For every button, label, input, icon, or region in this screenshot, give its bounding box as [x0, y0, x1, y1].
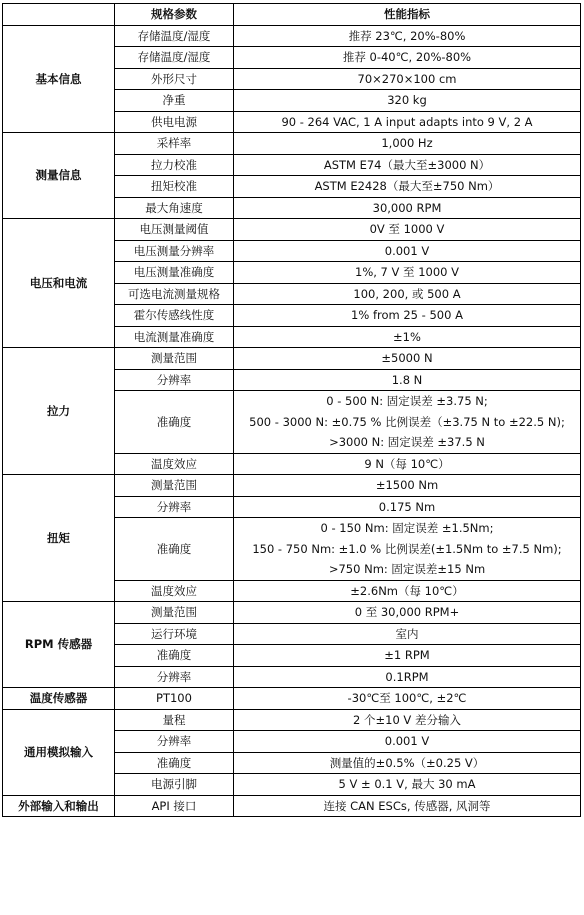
param-cell: 分辨率: [115, 731, 234, 753]
header-blank: [3, 4, 115, 26]
param-cell: 外形尺寸: [115, 68, 234, 90]
param-cell: 采样率: [115, 133, 234, 155]
param-cell: 霍尔传感线性度: [115, 305, 234, 327]
value-cell: 0.1RPM: [234, 666, 581, 688]
value-cell: ASTM E2428（最大至±750 Nm）: [234, 176, 581, 198]
param-cell: 测量范围: [115, 475, 234, 497]
param-cell: 测量范围: [115, 602, 234, 624]
category-cell: 拉力: [3, 348, 115, 475]
category-cell: 测量信息: [3, 133, 115, 219]
header-spec: 性能指标: [234, 4, 581, 26]
param-cell: 测量范围: [115, 348, 234, 370]
value-cell: 0.001 V: [234, 240, 581, 262]
param-cell: 分辨率: [115, 369, 234, 391]
param-cell: 运行环境: [115, 623, 234, 645]
param-cell: 拉力校准: [115, 154, 234, 176]
value-cell: ±1 RPM: [234, 645, 581, 667]
value-cell: 推荐 0-40℃, 20%-80%: [234, 47, 581, 69]
value-cell: 0.175 Nm: [234, 496, 581, 518]
value-cell: 0.001 V: [234, 731, 581, 753]
value-cell: 测量值的±0.5%（±0.25 V）: [234, 752, 581, 774]
table-row: [3, 602, 581, 624]
header-param: 规格参数: [115, 4, 234, 26]
param-cell: 电压测量阈值: [115, 219, 234, 241]
param-cell: 电源引脚: [115, 774, 234, 796]
value-cell: 0 - 150 Nm: 固定误差 ±1.5Nm; 150 - 750 Nm: ±1.0 % 比例误差(±1.5Nm to ±7.5 Nm); >750 Nm: 固定误差±15 Nm: [234, 518, 581, 581]
value-cell: 0 - 500 N: 固定误差 ±3.75 N; 500 - 3000 N: ±0.75 % 比例误差（±3.75 N to ±22.5 N); >3000 N: 固定误差 ±37.5 N: [234, 391, 581, 454]
value-cell: 推荐 23℃, 20%-80%: [234, 25, 581, 47]
spec-body: [3, 25, 581, 817]
param-cell: 存储温度/湿度: [115, 25, 234, 47]
value-cell: ±2.6Nm（每 10℃）: [234, 580, 581, 602]
table-row: [3, 475, 581, 497]
param-cell: 供电电源: [115, 111, 234, 133]
value-cell: 5 V ± 0.1 V, 最大 30 mA: [234, 774, 581, 796]
category-cell: 通用模拟输入: [3, 709, 115, 795]
value-cell: 室内: [234, 623, 581, 645]
value-cell: 连接 CAN ESCs, 传感器, 风洞等: [234, 795, 581, 817]
param-cell: 温度效应: [115, 580, 234, 602]
param-cell: 存储温度/湿度: [115, 47, 234, 69]
value-cell: 1%, 7 V 至 1000 V: [234, 262, 581, 284]
param-cell: 净重: [115, 90, 234, 112]
param-cell: 可选电流测量规格: [115, 283, 234, 305]
param-cell: 电压测量准确度: [115, 262, 234, 284]
param-cell: 电压测量分辨率: [115, 240, 234, 262]
value-cell: ±5000 N: [234, 348, 581, 370]
param-cell: 量程: [115, 709, 234, 731]
param-cell: API 接口: [115, 795, 234, 817]
value-cell: 1.8 N: [234, 369, 581, 391]
param-cell: 准确度: [115, 391, 234, 454]
value-cell: ±1%: [234, 326, 581, 348]
value-cell: 70×270×100 cm: [234, 68, 581, 90]
table-row: [3, 795, 581, 817]
category-cell: 温度传感器: [3, 688, 115, 710]
value-cell: 1% from 25 - 500 A: [234, 305, 581, 327]
param-cell: 分辨率: [115, 496, 234, 518]
value-cell: 30,000 RPM: [234, 197, 581, 219]
table-row: [3, 348, 581, 370]
value-cell: 100, 200, 或 500 A: [234, 283, 581, 305]
param-cell: 温度效应: [115, 453, 234, 475]
value-cell: 320 kg: [234, 90, 581, 112]
param-cell: 电流测量准确度: [115, 326, 234, 348]
param-cell: 扭矩校准: [115, 176, 234, 198]
category-cell: 扭矩: [3, 475, 115, 602]
value-cell: 2 个±10 V 差分输入: [234, 709, 581, 731]
param-cell: 准确度: [115, 752, 234, 774]
value-cell: 0V 至 1000 V: [234, 219, 581, 241]
table-row: [3, 133, 581, 155]
param-cell: PT100: [115, 688, 234, 710]
category-cell: 基本信息: [3, 25, 115, 133]
value-cell: 9 N（每 10℃）: [234, 453, 581, 475]
param-cell: 分辨率: [115, 666, 234, 688]
category-cell: 电压和电流: [3, 219, 115, 348]
value-cell: ±1500 Nm: [234, 475, 581, 497]
table-row: [3, 219, 581, 241]
spec-table: [2, 3, 581, 817]
param-cell: 准确度: [115, 645, 234, 667]
value-cell: 90 - 264 VAC, 1 A input adapts into 9 V, 2 A: [234, 111, 581, 133]
param-cell: 最大角速度: [115, 197, 234, 219]
param-cell: 准确度: [115, 518, 234, 581]
value-cell: ASTM E74（最大至±3000 N）: [234, 154, 581, 176]
value-cell: 1,000 Hz: [234, 133, 581, 155]
value-cell: 0 至 30,000 RPM+: [234, 602, 581, 624]
value-cell: -30℃至 100℃, ±2℃: [234, 688, 581, 710]
table-row: [3, 688, 581, 710]
category-cell: RPM 传感器: [3, 602, 115, 688]
table-row: [3, 709, 581, 731]
category-cell: 外部输入和输出: [3, 795, 115, 817]
table-row: [3, 25, 581, 47]
header-row: [3, 4, 581, 26]
